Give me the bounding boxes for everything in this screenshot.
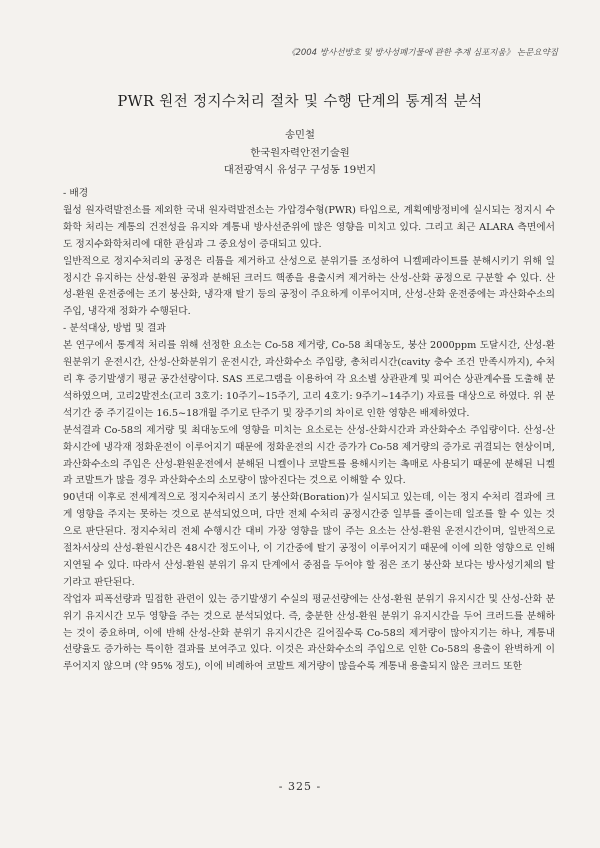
background-paragraph-2: 일반적으로 정지수처리의 공정은 리튬을 제거하고 산성으로 분위기를 조성하여 니켈페라이트를 분해시키기 위해 일정시간 유지하는 산성-환원 공정과 분해된 크러드 핵종을 용출시켜 제거하는 산성-산화 공정으로 구분할 수 있다. 산성-환원 운전중에는 조기 붕산화, 냉각재 탈기 등의 공정이 주요하게 이루어지며, 산성-산화 운전중에는 과산화수소의 주입, 냉각재 정화가 수행된다. — [63, 255, 555, 318]
author-affiliation: 한국원자력안전기술원 — [250, 147, 350, 159]
analysis-paragraph-4: 작업자 피폭선량과 밀접한 관련이 있는 증기발생기 수실의 평균선량에는 산성-환원 분위기 유지시간 및 산성-산화 분위기 유지시간 모두 영향을 주는 것으로 분석되었다. 즉, 충분한 산성-환원 분위기 유지시간을 두어 크러드를 분해하는 것이 중요하며, 이에 반해 산성-산화 분위기 유지시간은 길어질수록 Co-58의 제거량이 많아지기는 하나, 계통내 선량율도 증가하는 특이한 결과를 보여주고 있다. 이것은 과산화수소의 주입으로 인한 Co-58의 용출이 완벽하게 이루어지지 않으며 (약 95% 정도), 이에 비례하여 코발트 제거량이 많을수록 계통내 용출되지 않은 크러드 또한 — [63, 593, 555, 673]
section-heading-analysis: - 분석대상, 방법 및 결과 — [63, 323, 166, 335]
author-name: 송민철 — [285, 129, 315, 141]
header-note: 《2004 방사선방호 및 방사성폐기물에 관한 추계 심포지움》 논문요약집 — [286, 48, 558, 58]
analysis-paragraph-2: 분석결과 Co-58의 제거량 및 최대농도에 영향을 미치는 요소로는 산성-산화시간과 과산화수소 주입량이다. 산성-산화시간에 냉각재 정화운전이 이루어지기 때문에 정화운전의 시간 증가가 Co-58 제거량의 증가로 귀결되는 현상이며, 과산화수소의 주입은 산성-환원운전에서 분해된 니켈이나 코발트를 용해시키는 촉매로 사용되기 때문에 분해된 니켈과 코발트가 많을 경우 과산화수소의 소모량이 많아진다는 것으로 이해할 수 있다. — [63, 424, 555, 487]
background-paragraph-1: 월성 원자력발전소를 제외한 국내 원자력발전소는 가압경수형(PWR) 타입으로, 계획예방정비에 실시되는 정지시 수화학 처리는 계통의 건전성을 유지와 계통내 방사선준위에 많은 영향을 미치고 있다. 그리고 최근 ALARA 측면에서도 정지수화학처리에 대한 관심과 그 중요성이 증대되고 있다. — [63, 204, 555, 250]
analysis-paragraph-3: 90년대 이후로 전세계적으로 정지수처리시 조기 붕산화(Boration)가 실시되고 있는데, 이는 정지 수처리 결과에 크게 영향을 주지는 못하는 것으로 분석되었으며, 다만 전체 수처리 공정시간중 일부를 줄이는데 일조를 할 수 있는 것으로 판단된다. 정지수처리 전체 수행시간 대비 가장 영향을 많이 주는 요소는 산성-환원 운전시간이며, 일반적으로 절차서상의 산성-환원시간은 48시간 정도이나, 이 기간중에 탈기 공정이 이루어지기 때문에 이에 의한 영향으로 인해 지연될 수 있다. 따라서 산성-환원 분위기 유지 단계에서 중점을 두어야 할 점은 조기 붕산화 보다는 방사성기체의 탈기라고 판단된다. — [63, 492, 555, 588]
section-heading-background: - 배경 — [63, 188, 89, 199]
author-address: 대전광역시 유성구 구성동 19번지 — [223, 164, 377, 176]
page-number: - 325 - — [278, 780, 322, 793]
analysis-paragraph-1: 본 연구에서 통계적 처리를 위해 선정한 요소는 Co-58 제거량, Co-58 최대농도, 붕산 2000ppm 도달시간, 산성-환원분위기 운전시간, 산성-산화분위기 운전시간, 과산화수소 주입량, 총처리시간(cavity 충수 조건 만족시까지), 수처리 후 증기발생기 평균 공간선량이다. SAS 프로그램을 이용하여 각 요소별 상관관계 및 피어슨 상관계수를 도출해 분석하였으며, 고리2발전소(고리 3호기: 10주기~15주기, 고리 4호기: 9주기~14주기) 자료를 대상으로 하였다. 위 분석기간 중 주기길이는 16.5~18개월 주기로 단주기 및 장주기의 차이로 인한 영향은 배제하였다. — [63, 340, 555, 419]
paper-title: PWR 원전 정지수처리 절차 및 수행 단계의 통계적 분석 — [117, 94, 483, 110]
body-content — [63, 186, 555, 676]
